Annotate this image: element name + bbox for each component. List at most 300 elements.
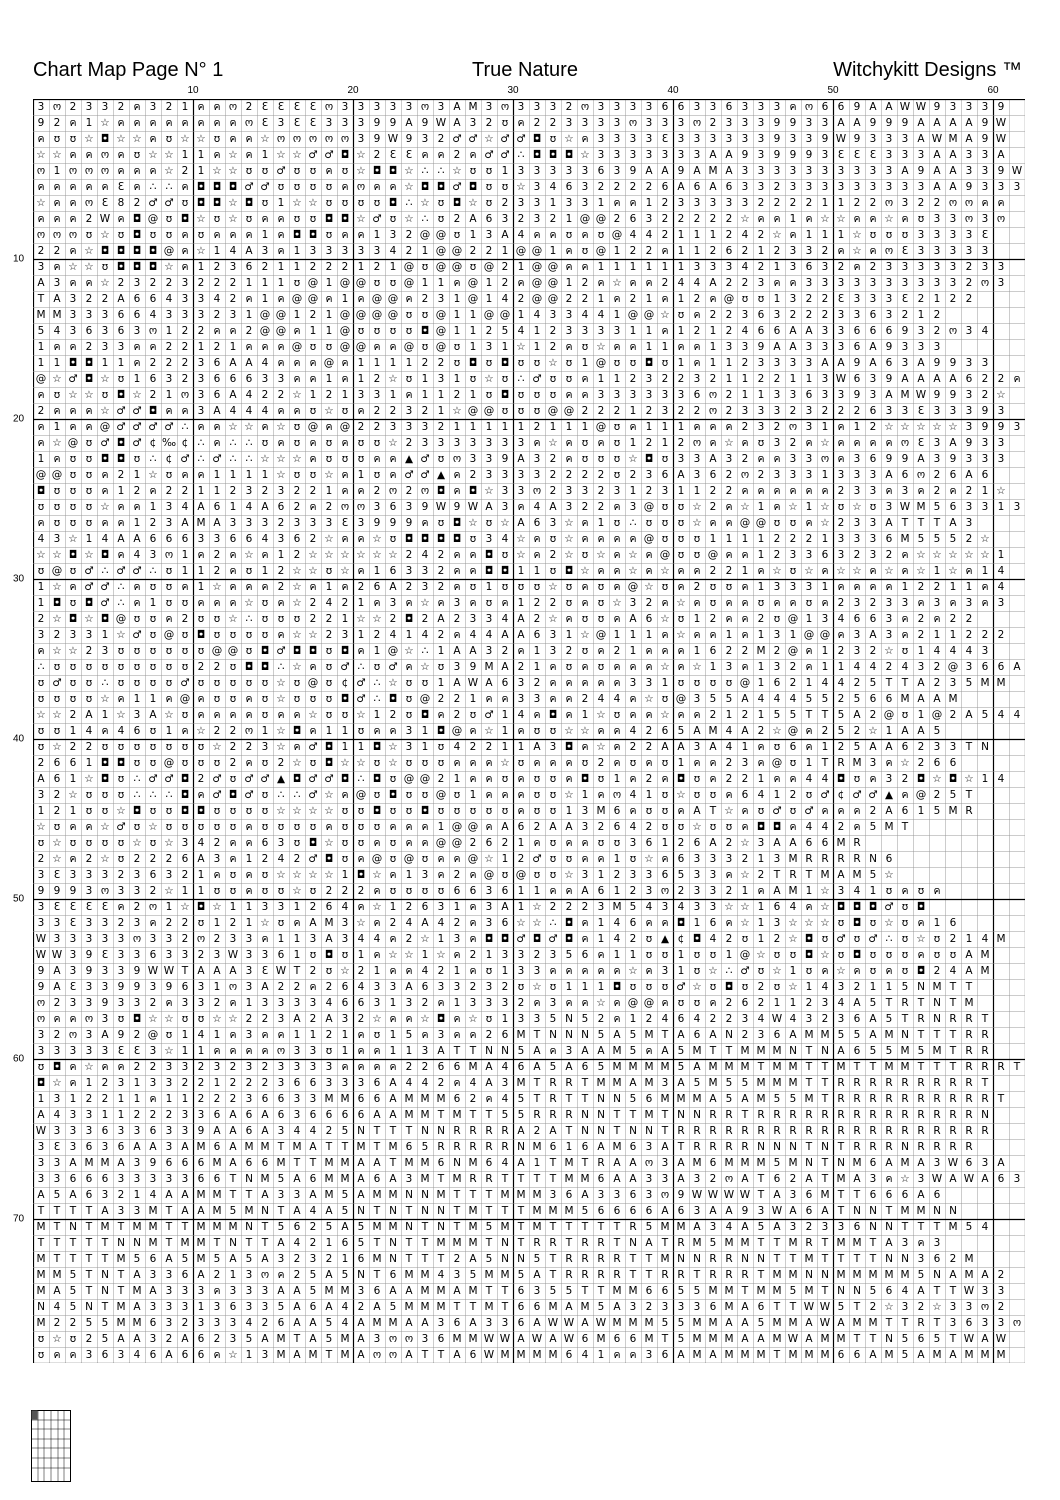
stitch-symbol: 1	[193, 579, 209, 595]
stitch-symbol: ค	[913, 483, 929, 499]
stitch-symbol: ʊ	[177, 1011, 193, 1027]
stitch-symbol: 1	[337, 1251, 353, 1267]
stitch-symbol: 6	[209, 1139, 225, 1155]
stitch-symbol: 6	[753, 1299, 769, 1315]
stitch-symbol: 1	[257, 275, 273, 291]
stitch-symbol: ค	[817, 563, 833, 579]
stitch-symbol: ♂	[481, 147, 497, 163]
stitch-symbol: ค	[33, 179, 49, 195]
stitch-symbol: 2	[241, 1075, 257, 1091]
stitch-symbol: ค	[545, 691, 561, 707]
stitch-symbol: 2	[513, 291, 529, 307]
stitch-symbol: 1	[385, 995, 401, 1011]
stitch-symbol: 6	[449, 1315, 465, 1331]
stitch-symbol: ☆	[689, 979, 705, 995]
stitch-symbol: M	[897, 691, 913, 707]
stitch-symbol: ʊ	[769, 515, 785, 531]
stitch-symbol: M	[465, 1155, 481, 1171]
stitch-symbol: 6	[593, 1203, 609, 1219]
stitch-symbol: 1	[753, 771, 769, 787]
stitch-symbol: ☆	[161, 883, 177, 899]
stitch-symbol: R	[913, 1011, 929, 1027]
stitch-symbol: 1	[561, 979, 577, 995]
stitch-symbol: M	[801, 1251, 817, 1267]
stitch-symbol: 1	[81, 1075, 97, 1091]
stitch-symbol: ʊ	[225, 867, 241, 883]
stitch-symbol: ☆	[401, 643, 417, 659]
stitch-symbol: T	[817, 1155, 833, 1171]
stitch-symbol: ค	[257, 547, 273, 563]
stitch-symbol: A	[737, 1299, 753, 1315]
stitch-symbol: Ɛ	[913, 403, 929, 419]
stitch-symbol: 3	[209, 1059, 225, 1075]
stitch-symbol: T	[65, 1203, 81, 1219]
stitch-symbol: @	[353, 275, 369, 291]
stitch-symbol: 6	[433, 1331, 449, 1347]
stitch-symbol: ค	[177, 403, 193, 419]
stitch-symbol: ค	[49, 1347, 65, 1363]
stitch-symbol: M	[865, 1315, 881, 1331]
stitch-symbol: M	[33, 1283, 49, 1299]
stitch-symbol: ☆	[225, 611, 241, 627]
stitch-symbol: 5	[849, 691, 865, 707]
stitch-symbol: T	[49, 1203, 65, 1219]
stitch-symbol: ค	[273, 707, 289, 723]
stitch-symbol: M	[337, 1091, 353, 1107]
stitch-symbol: 5	[81, 1315, 97, 1331]
stitch-symbol: ☆	[657, 659, 673, 675]
stitch-symbol: 1	[241, 307, 257, 323]
stitch-symbol: 3	[305, 1251, 321, 1267]
stitch-symbol: 3	[353, 99, 369, 115]
stitch-symbol: ค	[609, 1011, 625, 1027]
stitch-symbol: 3	[897, 259, 913, 275]
stitch-symbol: ค	[225, 547, 241, 563]
stitch-symbol: 2	[721, 931, 737, 947]
stitch-symbol: M	[657, 1251, 673, 1267]
stitch-symbol: 2	[993, 627, 1009, 643]
stitch-symbol: ค	[577, 915, 593, 931]
stitch-symbol: ค	[449, 275, 465, 291]
stitch-symbol: M	[753, 1043, 769, 1059]
stitch-symbol: 3	[993, 259, 1009, 275]
stitch-symbol: ☆	[833, 963, 849, 979]
stitch-symbol: 5	[545, 1011, 561, 1027]
stitch-symbol: ʊ	[353, 451, 369, 467]
stitch-symbol: W	[689, 1187, 705, 1203]
stitch-symbol: A	[801, 1171, 817, 1187]
stitch-symbol: 2	[913, 755, 929, 771]
stitch-symbol: ☆	[113, 803, 129, 819]
stitch-symbol: T	[513, 1219, 529, 1235]
stitch-symbol: 4	[449, 739, 465, 755]
stitch-symbol: 2	[481, 1027, 497, 1043]
stitch-symbol: ☆	[577, 563, 593, 579]
stitch-symbol: ʊ	[145, 579, 161, 595]
stitch-symbol: 2	[177, 915, 193, 931]
stitch-symbol: ♂	[321, 771, 337, 787]
stitch-symbol: R	[817, 851, 833, 867]
stitch-symbol: ☆	[49, 835, 65, 851]
stitch-symbol: 9	[897, 115, 913, 131]
stitch-symbol: 2	[721, 995, 737, 1011]
stitch-symbol: 2	[209, 1267, 225, 1283]
stitch-symbol: 6	[161, 1155, 177, 1171]
stitch-symbol: 3	[81, 995, 97, 1011]
stitch-symbol: 6	[193, 1347, 209, 1363]
stitch-symbol: ค	[769, 451, 785, 467]
stitch-symbol: T	[625, 1251, 641, 1267]
stitch-symbol: A	[449, 1283, 465, 1299]
stitch-symbol: ค	[801, 723, 817, 739]
stitch-symbol: T	[977, 1075, 993, 1091]
stitch-symbol: 3	[817, 323, 833, 339]
stitch-symbol: 3	[33, 1139, 49, 1155]
stitch-symbol: 2	[465, 835, 481, 851]
stitch-symbol: W	[961, 1171, 977, 1187]
stitch-symbol: ค	[865, 211, 881, 227]
stitch-symbol: ค	[65, 403, 81, 419]
stitch-symbol: M	[33, 1219, 49, 1235]
stitch-symbol: 3	[897, 403, 913, 419]
stitch-symbol: 4	[641, 227, 657, 243]
stitch-symbol: ☆	[33, 147, 49, 163]
stitch-symbol: R	[945, 1139, 961, 1155]
stitch-symbol: ค	[241, 227, 257, 243]
stitch-symbol: ค	[593, 643, 609, 659]
stitch-symbol: T	[577, 1283, 593, 1299]
stitch-symbol: ค	[273, 243, 289, 259]
stitch-symbol: 2	[657, 371, 673, 387]
stitch-symbol: ☆	[929, 1299, 945, 1315]
stitch-symbol: ☆	[577, 147, 593, 163]
stitch-symbol: 1	[401, 867, 417, 883]
stitch-symbol: M	[817, 1187, 833, 1203]
stitch-symbol: 1	[609, 883, 625, 899]
stitch-symbol: ʊ	[385, 883, 401, 899]
stitch-symbol: M	[833, 1267, 849, 1283]
stitch-symbol: 3	[961, 99, 977, 115]
stitch-symbol: A	[257, 1251, 273, 1267]
stitch-symbol: M	[641, 1075, 657, 1091]
stitch-symbol: 4	[257, 531, 273, 547]
stitch-symbol: 3	[817, 995, 833, 1011]
stitch-symbol: 5	[625, 1043, 641, 1059]
stitch-symbol: 2	[737, 707, 753, 723]
stitch-symbol: 3	[513, 163, 529, 179]
stitch-symbol: A	[449, 115, 465, 131]
stitch-symbol: 2	[529, 419, 545, 435]
stitch-symbol: 2	[753, 611, 769, 627]
stitch-symbol: ค	[641, 275, 657, 291]
stitch-symbol: ☆	[209, 579, 225, 595]
stitch-symbol: 2	[913, 739, 929, 755]
stitch-symbol: ☆	[49, 547, 65, 563]
stitch-symbol: ო	[449, 451, 465, 467]
stitch-symbol: N	[417, 1123, 433, 1139]
stitch-symbol: ☆	[417, 931, 433, 947]
stitch-symbol: A	[161, 1347, 177, 1363]
stitch-symbol: ค	[689, 595, 705, 611]
stitch-symbol: ◘	[433, 179, 449, 195]
stitch-symbol: ʊ	[129, 147, 145, 163]
stitch-symbol: ʊ	[497, 371, 513, 387]
stitch-symbol: ◘	[145, 403, 161, 419]
stitch-symbol: 1	[721, 531, 737, 547]
stitch-symbol: ʊ	[689, 947, 705, 963]
stitch-symbol: ค	[241, 339, 257, 355]
stitch-symbol: A	[209, 515, 225, 531]
stitch-symbol: A	[529, 1315, 545, 1331]
stitch-symbol: 2	[433, 1075, 449, 1091]
stitch-symbol: R	[705, 1251, 721, 1267]
stitch-symbol: ค	[657, 323, 673, 339]
stitch-symbol: ◘	[113, 435, 129, 451]
stitch-symbol: 6	[497, 675, 513, 691]
stitch-symbol: N	[913, 979, 929, 995]
stitch-symbol: 1	[321, 483, 337, 499]
stitch-symbol: 5	[593, 1059, 609, 1075]
stitch-symbol: ʊ	[497, 547, 513, 563]
stitch-symbol: 1	[193, 483, 209, 499]
stitch-symbol: M	[433, 1091, 449, 1107]
stitch-symbol: ☆	[817, 499, 833, 515]
stitch-symbol: ʊ	[321, 707, 337, 723]
stitch-symbol: ʊ	[369, 323, 385, 339]
stitch-symbol: 1	[369, 227, 385, 243]
stitch-symbol: 6	[273, 1107, 289, 1123]
stitch-symbol: 2	[945, 931, 961, 947]
stitch-symbol: ค	[449, 547, 465, 563]
stitch-symbol: M	[817, 1027, 833, 1043]
stitch-symbol: M	[913, 1203, 929, 1219]
stitch-symbol: A	[865, 739, 881, 755]
stitch-symbol: 2	[449, 611, 465, 627]
stitch-symbol: 3	[241, 1267, 257, 1283]
stitch-symbol: 2	[273, 979, 289, 995]
stitch-symbol: 2	[625, 371, 641, 387]
stitch-symbol: ค	[801, 211, 817, 227]
stitch-symbol: @	[737, 515, 753, 531]
stitch-symbol: ☆	[289, 563, 305, 579]
stitch-symbol: ◘	[497, 931, 513, 947]
stitch-symbol: ʊ	[801, 595, 817, 611]
stitch-symbol: N	[849, 1203, 865, 1219]
stitch-symbol: ค	[385, 819, 401, 835]
stitch-symbol: 5	[897, 1331, 913, 1347]
stitch-symbol: ☆	[817, 515, 833, 531]
stitch-symbol: 2	[545, 467, 561, 483]
stitch-symbol: 3	[289, 1187, 305, 1203]
stitch-symbol: 1	[737, 371, 753, 387]
stitch-symbol: 5	[833, 1299, 849, 1315]
stitch-symbol: 3	[529, 451, 545, 467]
stitch-symbol: ʊ	[897, 227, 913, 243]
stitch-symbol: @	[433, 323, 449, 339]
stitch-symbol: M	[897, 531, 913, 547]
stitch-symbol: 1	[833, 195, 849, 211]
stitch-symbol: 3	[193, 1283, 209, 1299]
stitch-symbol: 4	[833, 995, 849, 1011]
stitch-symbol: @	[305, 275, 321, 291]
stitch-symbol: 4	[945, 963, 961, 979]
stitch-symbol: 3	[961, 227, 977, 243]
stitch-symbol: 2	[369, 259, 385, 275]
stitch-symbol: T	[545, 1251, 561, 1267]
stitch-symbol: ◘	[97, 755, 113, 771]
stitch-symbol: @	[513, 243, 529, 259]
stitch-symbol: M	[321, 915, 337, 931]
stitch-symbol: 3	[161, 1139, 177, 1155]
stitch-symbol: ʊ	[449, 787, 465, 803]
stitch-symbol: ʊ	[753, 595, 769, 611]
stitch-symbol: M	[593, 803, 609, 819]
stitch-symbol: ʊ	[401, 323, 417, 339]
stitch-symbol: 2	[929, 323, 945, 339]
stitch-symbol: 1	[193, 163, 209, 179]
stitch-symbol: ʊ	[113, 835, 129, 851]
stitch-symbol: 1	[113, 1091, 129, 1107]
stitch-symbol: 6	[257, 1155, 273, 1171]
stitch-symbol: N	[689, 1107, 705, 1123]
stitch-symbol: N	[737, 1251, 753, 1267]
stitch-symbol: ☆	[273, 803, 289, 819]
stitch-symbol: R	[897, 1107, 913, 1123]
stitch-symbol: A	[513, 1331, 529, 1347]
stitch-symbol: 5	[689, 1075, 705, 1091]
stitch-symbol: ʊ	[113, 739, 129, 755]
stitch-symbol: 2	[145, 387, 161, 403]
stitch-symbol: 5	[625, 899, 641, 915]
stitch-symbol: 2	[145, 883, 161, 899]
stitch-symbol: 6	[769, 675, 785, 691]
stitch-symbol: M	[625, 1283, 641, 1299]
stitch-symbol: M	[881, 1347, 897, 1363]
stitch-symbol: M	[721, 1331, 737, 1347]
stitch-symbol: 3	[961, 451, 977, 467]
stitch-symbol: 3	[417, 419, 433, 435]
stitch-symbol: 1	[625, 483, 641, 499]
stitch-symbol: ʊ	[865, 499, 881, 515]
stitch-symbol: 4	[273, 851, 289, 867]
stitch-symbol: 4	[241, 499, 257, 515]
stitch-symbol: 3	[785, 243, 801, 259]
stitch-symbol: ʊ	[49, 819, 65, 835]
stitch-symbol: 1	[561, 627, 577, 643]
stitch-symbol: T	[945, 995, 961, 1011]
stitch-symbol: 3	[817, 387, 833, 403]
stitch-symbol: 6	[273, 947, 289, 963]
stitch-symbol: ค	[353, 1043, 369, 1059]
stitch-symbol: 1	[257, 291, 273, 307]
stitch-symbol: 3	[401, 99, 417, 115]
stitch-symbol: R	[833, 1107, 849, 1123]
stitch-symbol: ʊ	[657, 499, 673, 515]
stitch-symbol: ค	[129, 355, 145, 371]
stitch-symbol: 3	[497, 499, 513, 515]
stitch-symbol: R	[673, 1235, 689, 1251]
stitch-symbol: R	[849, 1123, 865, 1139]
stitch-symbol: 3	[961, 163, 977, 179]
stitch-symbol: R	[945, 1091, 961, 1107]
stitch-symbol: A	[593, 1139, 609, 1155]
stitch-symbol: 1	[737, 883, 753, 899]
stitch-symbol: 1	[737, 739, 753, 755]
stitch-symbol: @	[337, 339, 353, 355]
stitch-symbol: A	[721, 147, 737, 163]
stitch-symbol: 3	[113, 1075, 129, 1091]
stitch-symbol: 1	[769, 787, 785, 803]
stitch-symbol: M	[321, 1155, 337, 1171]
stitch-symbol: 9	[929, 355, 945, 371]
stitch-symbol: 1	[673, 227, 689, 243]
stitch-symbol: ʊ	[145, 835, 161, 851]
stitch-symbol: ค	[897, 563, 913, 579]
stitch-symbol: ค	[369, 883, 385, 899]
stitch-symbol: 6	[353, 995, 369, 1011]
stitch-symbol: 6	[385, 499, 401, 515]
stitch-symbol: ო	[353, 499, 369, 515]
stitch-symbol: ☆	[737, 915, 753, 931]
stitch-symbol: 2	[593, 755, 609, 771]
stitch-symbol: 3	[657, 115, 673, 131]
stitch-symbol: R	[705, 1107, 721, 1123]
stitch-symbol: ☆	[81, 1059, 97, 1075]
stitch-symbol: 2	[929, 579, 945, 595]
stitch-symbol: 1	[593, 195, 609, 211]
stitch-symbol: 6	[769, 1027, 785, 1043]
stitch-symbol: 1	[801, 371, 817, 387]
stitch-symbol: 2	[209, 1331, 225, 1347]
stitch-symbol: 3	[977, 499, 993, 515]
stitch-symbol: 2	[33, 243, 49, 259]
stitch-symbol: ∴	[353, 771, 369, 787]
stitch-symbol: 2	[625, 931, 641, 947]
stitch-symbol: ค	[545, 659, 561, 675]
stitch-symbol: 2	[753, 259, 769, 275]
stitch-symbol: M	[465, 1331, 481, 1347]
stitch-symbol: 3	[97, 339, 113, 355]
stitch-symbol: ʊ	[481, 595, 497, 611]
stitch-symbol: 2	[161, 339, 177, 355]
stitch-symbol: 2	[785, 435, 801, 451]
stitch-symbol: T	[865, 1059, 881, 1075]
stitch-symbol: ค	[577, 531, 593, 547]
stitch-symbol: N	[497, 1235, 513, 1251]
stitch-symbol: T	[785, 1299, 801, 1315]
stitch-symbol: 1	[577, 787, 593, 803]
stitch-symbol: ʊ	[545, 131, 561, 147]
stitch-symbol: ☆	[321, 531, 337, 547]
stitch-symbol: 1	[689, 611, 705, 627]
stitch-symbol: @	[481, 403, 497, 419]
stitch-symbol: 3	[193, 995, 209, 1011]
stitch-symbol: 1	[161, 387, 177, 403]
stitch-symbol: ◘	[337, 643, 353, 659]
stitch-symbol: ค	[673, 803, 689, 819]
stitch-symbol: 2	[81, 211, 97, 227]
stitch-symbol: ค	[257, 211, 273, 227]
stitch-symbol: ค	[113, 163, 129, 179]
stitch-symbol: T	[513, 1171, 529, 1187]
stitch-symbol: 6	[417, 899, 433, 915]
stitch-symbol: 1	[801, 499, 817, 515]
stitch-symbol: ʊ	[257, 675, 273, 691]
stitch-symbol: T	[369, 1235, 385, 1251]
stitch-symbol: T	[817, 1075, 833, 1091]
stitch-symbol: ค	[225, 1027, 241, 1043]
stitch-symbol: ʊ	[513, 387, 529, 403]
